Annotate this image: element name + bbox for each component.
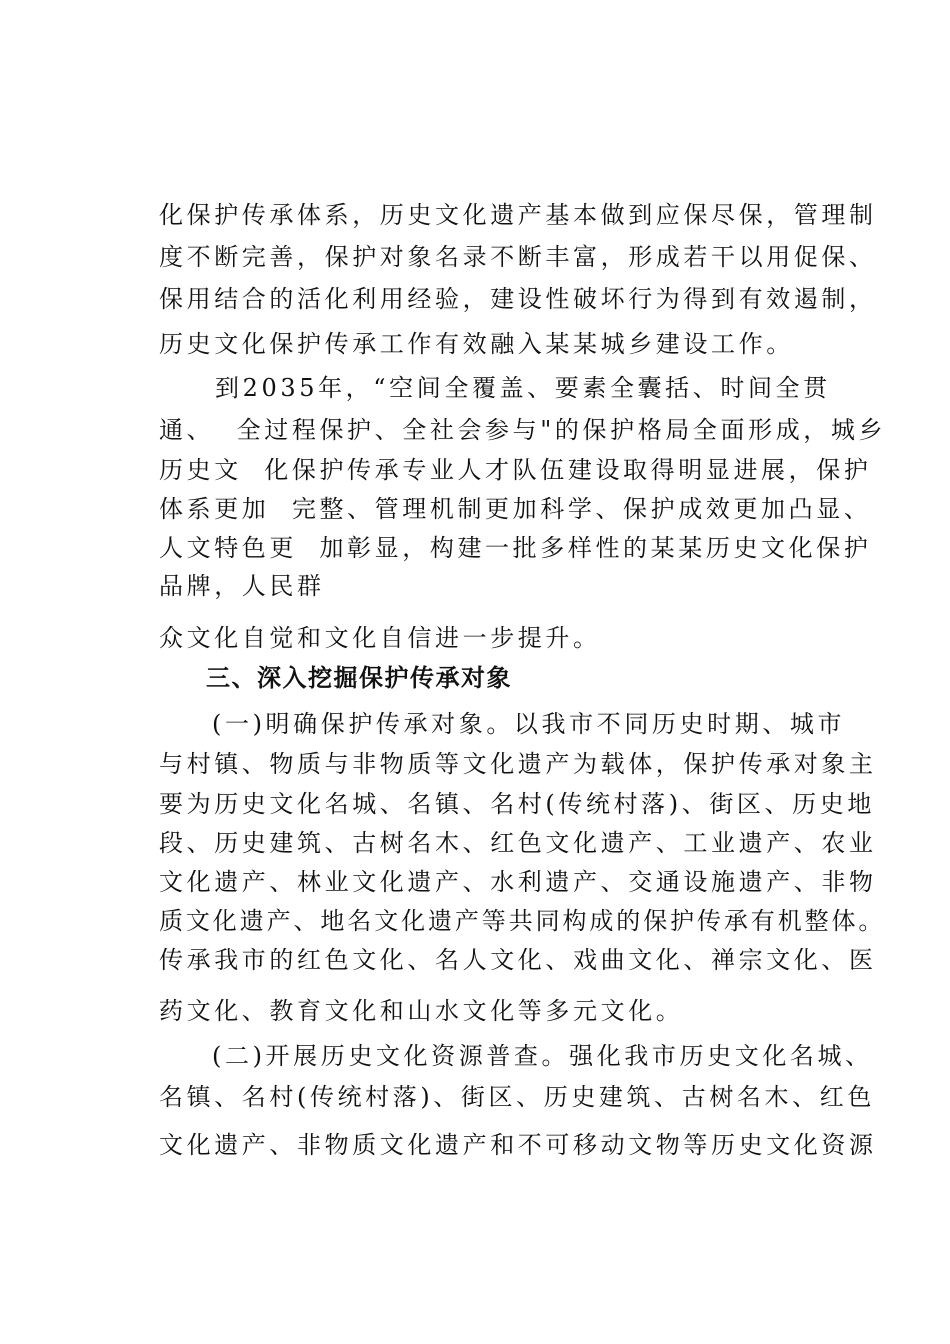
text-line: 文化遗产、林业文化遗产、水利遗产、交通设施遗产、非物 bbox=[159, 868, 877, 896]
text-line: 药文化、教育文化和山水文化等多元文化。 bbox=[159, 997, 684, 1025]
text-line: 与村镇、物质与非物质等文化遗产为载体，保护传承对象主 bbox=[159, 750, 877, 778]
text-line: 段、历史建筑、古树名木、红色文化遗产、工业遗产、农业 bbox=[159, 829, 877, 857]
text-line: 要为历史文化名城、名镇、名村(传统村落)、街区、历史地 bbox=[159, 790, 875, 818]
text-line: 文化遗产、非物质文化遗产和不可移动文物等历史文化资源 bbox=[159, 1131, 877, 1159]
text-line: 历史文化保护传承工作有效融入某某城乡建设工作。 bbox=[159, 330, 794, 358]
text-line: (一)明确保护传承对象。以我市不同历史时期、城市 bbox=[212, 710, 846, 738]
text-line: 传承我市的红色文化、名人文化、戏曲文化、禅宗文化、医 bbox=[159, 946, 877, 974]
text-line: 历史文 化保护传承专业人才队伍建设取得明显进展，保护 bbox=[159, 456, 872, 484]
text-line: 众文化自觉和文化自信进一步提升。 bbox=[159, 624, 601, 652]
text-line: 品牌，人民群 bbox=[159, 572, 325, 600]
text-line: 通、 全过程保护、全社会参与"的保护格局全面形成，城乡 bbox=[159, 416, 887, 444]
text-line: (二)开展历史文化资源普查。强化我市历史文化名城、 bbox=[212, 1042, 873, 1070]
text-line: 名镇、名村(传统村落)、街区、历史建筑、古树名木、红色 bbox=[159, 1083, 875, 1111]
text-line: 到2035年，“空间全覆盖、要素全囊括、时间全贯 bbox=[215, 374, 831, 402]
text-line: 化保护传承体系，历史文化遗产基本做到应保尽保，管理制 bbox=[159, 201, 877, 229]
text-line: 体系更加 完整、管理机制更加科学、保护成效更加凸显、 bbox=[159, 495, 872, 523]
text-line: 度不断完善，保护对象名录不断丰富，形成若干以用促保、 bbox=[159, 243, 877, 271]
section-heading: 三、深入挖掘保护传承对象 bbox=[206, 664, 512, 692]
text-line: 保用结合的活化利用经验，建设性破坏行为得到有效遏制， bbox=[159, 285, 877, 313]
text-line: 人文特色更 加彰显，构建一批多样性的某某历史文化保护 bbox=[159, 534, 872, 562]
text-line: 质文化遗产、地名文化遗产等共同构成的保护传承有机整体。 bbox=[159, 907, 886, 935]
